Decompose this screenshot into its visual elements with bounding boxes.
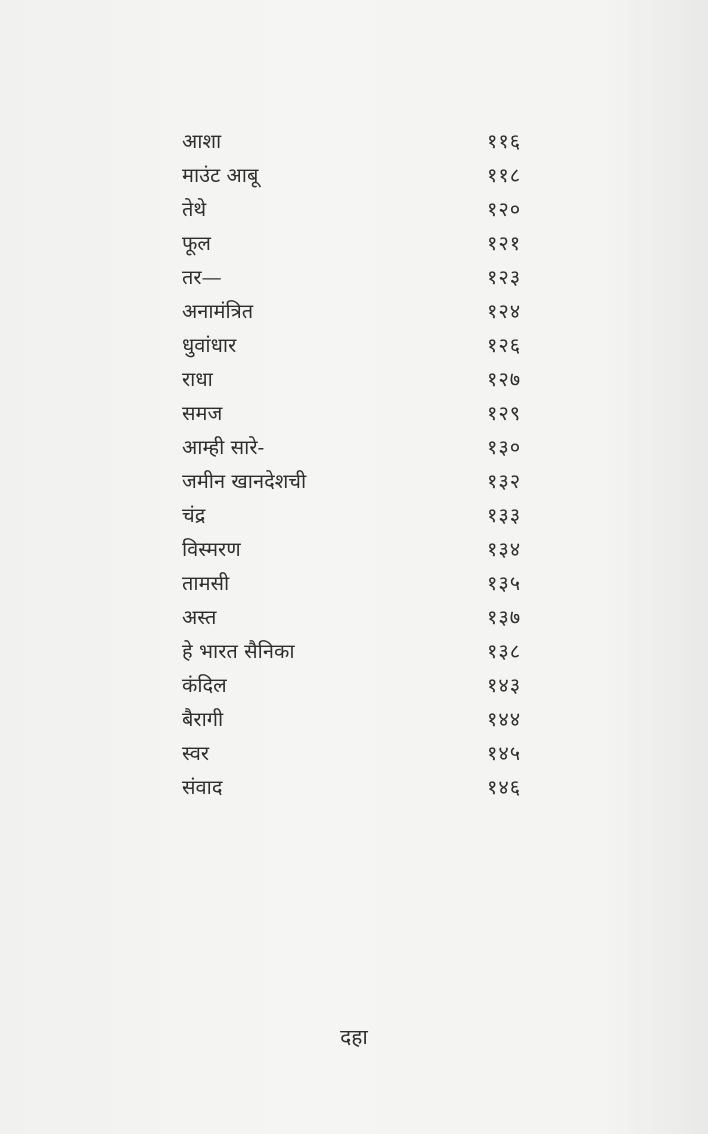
toc-entry xyxy=(182,600,542,634)
toc-entry xyxy=(182,362,542,396)
toc-entry-title: आशा xyxy=(182,129,222,153)
table-of-contents xyxy=(182,124,542,804)
toc-entry-title: राधा xyxy=(182,367,213,391)
toc-entry-page-number: १२० xyxy=(487,197,522,221)
toc-entry-page-number: १४४ xyxy=(487,707,522,731)
toc-entry-page-number: १३८ xyxy=(487,639,522,663)
toc-entry-title: विस्मरण xyxy=(182,537,241,561)
toc-entry xyxy=(182,702,542,736)
toc-entry-title: माउंट आबू xyxy=(182,163,259,187)
toc-entry-page-number: १२३ xyxy=(487,265,522,289)
toc-entry-title: संवाद xyxy=(182,775,223,799)
toc-entry-title: बैरागी xyxy=(182,707,224,731)
toc-entry-title: धुवांधार xyxy=(182,333,237,357)
toc-entry-page-number: १३० xyxy=(487,435,522,459)
toc-entry-title: स्वर xyxy=(182,741,210,765)
toc-entry xyxy=(182,260,542,294)
toc-entry xyxy=(182,464,542,498)
toc-entry-page-number: १२१ xyxy=(487,231,522,255)
toc-entry-title: तामसी xyxy=(182,571,230,595)
toc-entry-page-number: १२९ xyxy=(487,401,522,425)
toc-entry-title: तर— xyxy=(182,265,222,289)
toc-entry-title: हे भारत सैनिका xyxy=(182,639,295,663)
toc-entry xyxy=(182,158,542,192)
toc-entry-page-number: १४३ xyxy=(487,673,522,697)
toc-entry-page-number: १३३ xyxy=(487,503,522,527)
toc-entry-title: फूल xyxy=(182,231,211,255)
toc-entry-title: चंद्र xyxy=(182,503,206,527)
toc-entry-title: जमीन खानदेशची xyxy=(182,469,307,493)
toc-entry-page-number: १४५ xyxy=(487,741,522,765)
toc-entry xyxy=(182,226,542,260)
toc-entry-page-number: १२४ xyxy=(487,299,522,323)
page-number: दहा xyxy=(340,1025,368,1049)
toc-entry xyxy=(182,532,542,566)
toc-entry-title: अनामंत्रित xyxy=(182,299,254,323)
toc-entry xyxy=(182,294,542,328)
toc-entry xyxy=(182,634,542,668)
toc-entry-page-number: १२७ xyxy=(487,367,522,391)
toc-entry xyxy=(182,566,542,600)
toc-entry xyxy=(182,328,542,362)
toc-entry xyxy=(182,192,542,226)
toc-entry-page-number: १३४ xyxy=(487,537,522,561)
toc-entry-page-number: १३७ xyxy=(487,605,522,629)
toc-entry-title: तेथे xyxy=(182,197,207,221)
toc-entry xyxy=(182,124,542,158)
toc-entry-title: कंदिल xyxy=(182,673,227,697)
toc-entry-page-number: ११६ xyxy=(487,129,522,153)
toc-entry xyxy=(182,770,542,804)
toc-entry-page-number: ११८ xyxy=(487,163,522,187)
toc-entry xyxy=(182,736,542,770)
toc-entry-page-number: १३५ xyxy=(487,571,522,595)
toc-entry-title: समज xyxy=(182,401,223,425)
toc-entry-page-number: १४६ xyxy=(487,775,522,799)
toc-entry xyxy=(182,396,542,430)
toc-entry-title: अस्त xyxy=(182,605,217,629)
toc-entry xyxy=(182,430,542,464)
toc-entry xyxy=(182,498,542,532)
toc-entry-title: आम्ही सारे- xyxy=(182,435,265,459)
toc-entry-page-number: १३२ xyxy=(487,469,522,493)
toc-entry xyxy=(182,668,542,702)
toc-entry-page-number: १२६ xyxy=(487,333,522,357)
